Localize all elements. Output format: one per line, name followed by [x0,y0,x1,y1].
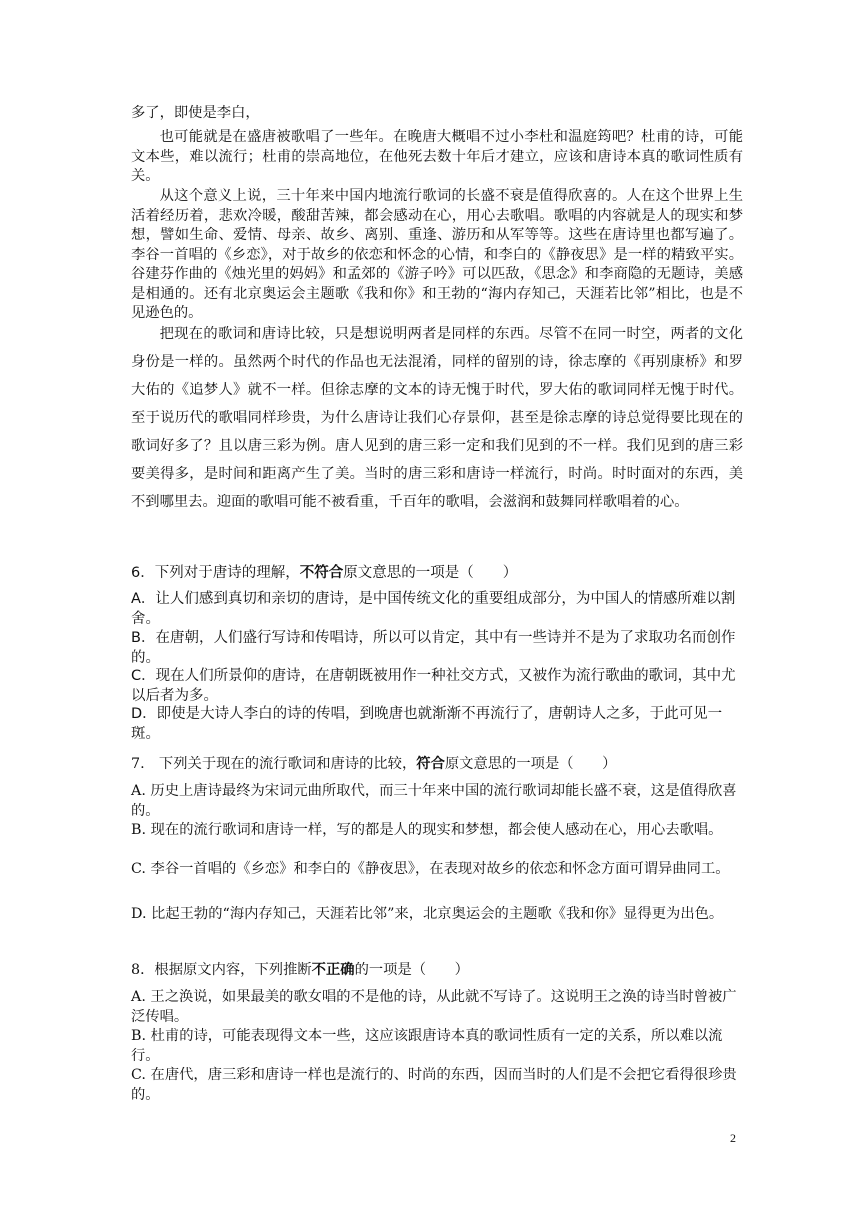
question-7-option-c: C. 李谷一首唱的《乡恋》和李白的《静夜思》，在表现对故乡的依恋和怀念方面可谓异曲同工。 [131,861,730,877]
question-8-option-a: A. 王之涣说，如果最美的歌女唱的不是他的诗，从此就不写诗了。这说明王之涣的诗当时曾被广泛传唱。 [131,989,737,1025]
question-8-option-b: B. 杜甫的诗，可能表现得文本一些，这应该跟唐诗本真的歌词性质有一定的关系，所以难以流行。 [131,1028,723,1064]
question-7-stem-emphasis: 符合 [416,756,445,772]
question-7-stem [131,753,743,775]
question-8-stem-pre: 8．根据原文内容，下列推断 [131,962,312,978]
question-6-stem-emphasis: 不符合 [299,565,344,581]
question-8-stem-post: 的一项是（ ） [354,962,469,978]
question-6-option-c: C．现在人们所景仰的唐诗，在唐朝既被用作一种社交方式，又被作为流行歌曲的歌词，其中尤以后者为多。 [131,668,736,704]
question-8-stem-emphasis: 不正确 [311,962,355,978]
question-7-stem-pre: 7. 下列关于现在的流行歌词和唐诗的比较， [131,756,417,772]
question-6-stem-post: 原文意思的一项是（ ） [343,565,518,581]
question-7-option-a: A. 历史上唐诗最终为宋词元曲所取代，而三十年来中国的流行歌词却能长盛不衰，这是值得欣喜的。 [131,783,737,819]
question-6-option-d: D．即使是大诗人李白的诗的传唱，到晚唐也就渐渐不再流行了，唐朝诗人之多，于此可见一斑。 [131,706,723,742]
passage-paragraph-1: 也可能就是在盛唐被歌唱了一些年。在晚唐大概唱不过小李杜和温庭筠吧？杜甫的诗，可能文本些，难以流行；杜甫的崇高地位，在他死去数十年后才建立，应该和唐诗本真的歌词性质有关。 [131,129,743,184]
question-7-stem-post: 原文意思的一项是（ ） [444,756,617,772]
question-8-option-c: C. 在唐代，唐三彩和唐诗一样也是流行的、时尚的东西，因而当时的人们是不会把它看得很珍贵的。 [131,1067,737,1103]
passage-paragraph-0: 多了，即使是李白， [131,105,260,121]
question-7-option-b: B. 现在的流行歌词和唐诗一样，写的都是人的现实和梦想，都会使人感动在心，用心去歌唱。 [131,822,723,838]
question-8-stem [131,959,743,981]
passage-paragraph-2: 从这个意义上说，三十年来中国内地流行歌词的长盛不衰是值得欣喜的。人在这个世界上生活着经历着，悲欢冷暖，酸甜苦辣，都会感动在心，用心去歌唱。歌唱的内容就是人的现实和梦想，譬如生命、爱情、母亲、故乡、离别、重逢、游历和从军等等。这些在唐诗里也都写遍了。李谷一首唱的《乡恋》，对于故乡的依恋和怀念的心情，和李白的《静夜思》是一样的精致平实。谷建芬作曲的《烛光里的妈妈》和孟郊的《游子吟》可以匹敌，《思念》和李商隐的无题诗，美感是相通的。还有北京奥运会主题歌《我和你》和王勃的“海内存知己，天涯若比邻”相比，也是不见逊色的。 [131,188,743,321]
question-6-stem [131,562,743,584]
question-7-option-d: D. 比起王勃的“海内存知己，天涯若比邻”来，北京奥运会的主题歌《我和你》显得更为出色。 [131,906,724,922]
question-6-option-b: B．在唐朝，人们盛行写诗和传唱诗，所以可以肯定，其中有一些诗并不是为了求取功名而创作的。 [131,630,736,666]
passage-paragraph-3: 把现在的歌词和唐诗比较，只是想说明两者是同样的东西。尽管不在同一时空，两者的文化身份是一样的。虽然两个时代的作品也无法混淆，同样的留别的诗，徐志摩的《再别康桥》和罗大佑的《追梦人》就不一样。但徐志摩的文本的诗无愧于时代，罗大佑的歌词同样无愧于时代。至于说历代的歌唱同样珍贵，为什么唐诗让我们心存景仰，甚至是徐志摩的诗总觉得要比现在的歌词好多了？且以唐三彩为例。唐人见到的唐三彩一定和我们见到的不一样。我们见到的唐三彩要美得多，是时间和距离产生了美。当时的唐三彩和唐诗一样流行，时尚。时时面对的东西，美不到哪里去。迎面的歌唱可能不被看重，千百年的歌唱，会滋润和鼓舞同样歌唱着的心。 [131,326,743,510]
question-6-option-a: A．让人们感到真切和亲切的唐诗，是中国传统文化的重要组成部分，为中国人的情感所难以割舍。 [131,591,736,627]
page-number: 2 [730,1131,736,1145]
question-6-stem-pre: 6．下列对于唐诗的理解， [131,565,300,581]
